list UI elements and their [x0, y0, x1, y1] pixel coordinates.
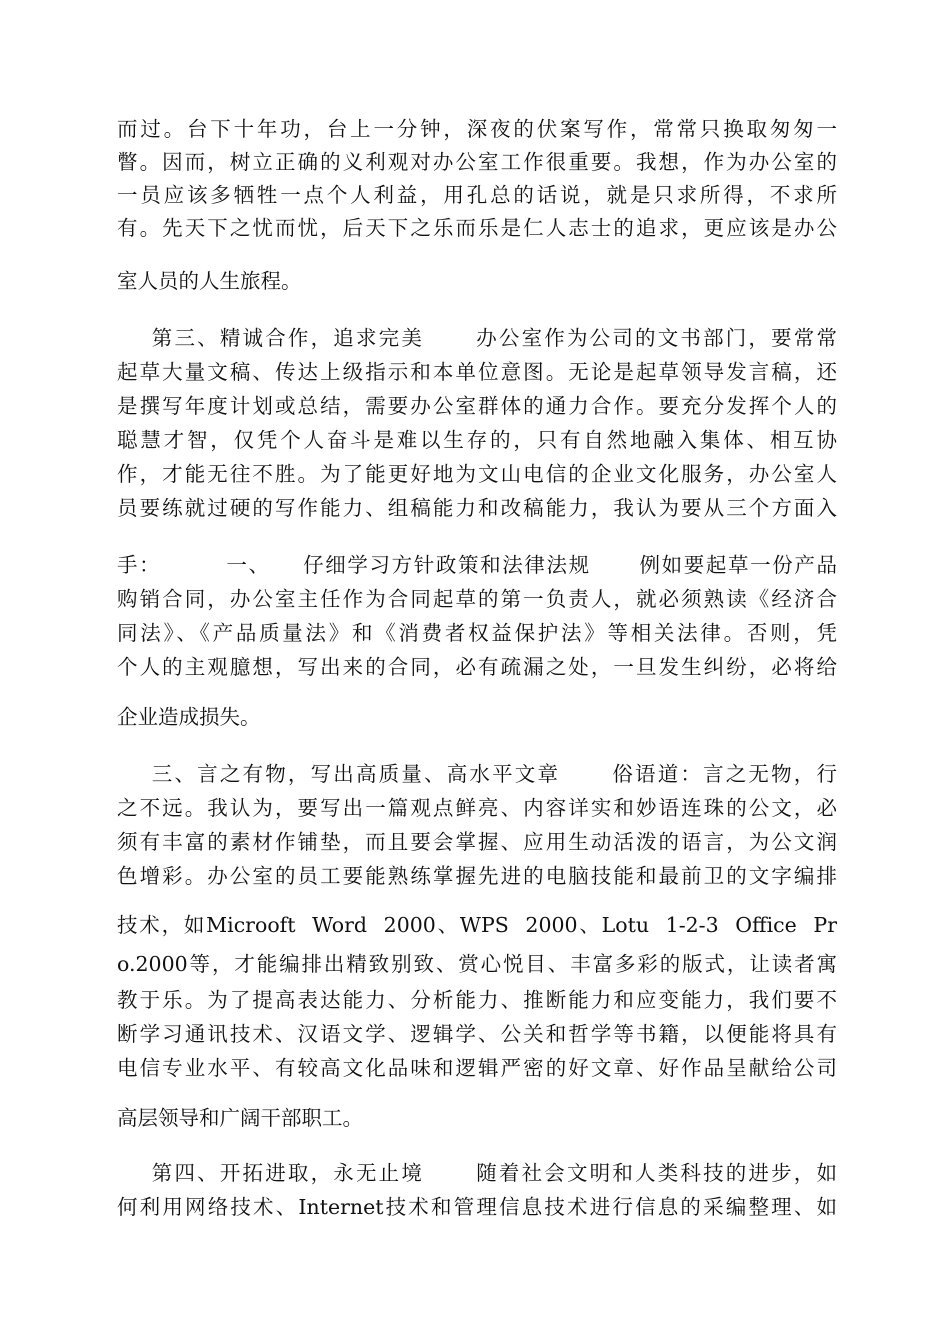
text-line: 员要练就过硬的写作能力、组稿能力和改稿能力，我认为要从三个方面入	[117, 496, 837, 520]
text-line: 高层领导和广阔干部职工。	[117, 1106, 363, 1130]
text-line: 瞥。因而，树立正确的义利观对办公室工作很重要。我想，作为办公室的	[117, 150, 837, 174]
text-line: 一员应该多牺牲一点个人利益，用孔总的话说，就是只求所得，不求所	[117, 183, 837, 207]
text-line: 色增彩。办公室的员工要能熟练掌握先进的电脑技能和最前卫的文字编排	[117, 864, 837, 888]
text-line: 之不远。我认为，要写出一篇观点鲜亮、内容详实和妙语连珠的公文，必	[117, 796, 837, 820]
text-line: 手： 一、 仔细学习方针政策和法律法规 例如要起草一份产品	[117, 553, 837, 577]
text-line: 电信专业水平、有较高文化品味和逻辑严密的好文章、好作品呈献给公司	[117, 1056, 837, 1080]
text-line: 企业造成损失。	[117, 705, 261, 729]
text-line: 起草大量文稿、传达上级指示和本单位意图。无论是起草领导发言稿，还	[117, 360, 837, 384]
text-line: 第四、开拓进取，永无止境 随着社会文明和人类科技的进步，如	[117, 1161, 837, 1185]
text-line: 同法》、《产品质量法》和《消费者权益保护法》等相关法律。否则，凭	[117, 621, 837, 645]
text-line: o.2000等，才能编排出精致别致、赏心悦目、丰富多彩的版式，让读者寓	[117, 952, 837, 976]
text-line: 技术，如Microoft Word 2000、WPS 2000、Lotu 1-2-3 Office Pr	[117, 913, 837, 937]
text-line: 购销合同，办公室主任作为合同起草的第一负责人，就必须熟读《经济合	[117, 587, 837, 611]
text-line: 断学习通讯技术、汉语文学、逻辑学、公关和哲学等书籍，以便能将具有	[117, 1022, 837, 1046]
text-line: 个人的主观臆想，写出来的合同，必有疏漏之处，一旦发生纠纷，必将给	[117, 655, 837, 679]
text-line: 作，才能无往不胜。为了能更好地为文山电信的企业文化服务，办公室人	[117, 462, 837, 486]
text-line: 三、言之有物，写出高质量、高水平文章 俗语道：言之无物，行	[117, 762, 837, 786]
text-line: 教于乐。为了提高表达能力、分析能力、推断能力和应变能力，我们要不	[117, 988, 837, 1012]
text-line: 是撰写年度计划或总结，需要办公室群体的通力合作。要充分发挥个人的	[117, 394, 837, 418]
text-line: 何利用网络技术、Internet技术和管理信息技术进行信息的采编整理、如	[117, 1195, 837, 1219]
text-line: 须有丰富的素材作铺垫，而且要会掌握、应用生动活泼的语言，为公文润	[117, 830, 837, 854]
text-line: 室人员的人生旅程。	[117, 269, 302, 293]
text-line: 而过。台下十年功，台上一分钟，深夜的伏案写作，常常只换取匆匆一	[117, 117, 837, 141]
text-line: 聪慧才智，仅凭个人奋斗是难以生存的，只有自然地融入集体、相互协	[117, 428, 837, 452]
text-line: 第三、精诚合作，追求完美 办公室作为公司的文书部门，要常常	[117, 326, 837, 350]
text-line: 有。先天下之忧而忧，后天下之乐而乐是仁人志士的追求，更应该是办公	[117, 216, 837, 240]
